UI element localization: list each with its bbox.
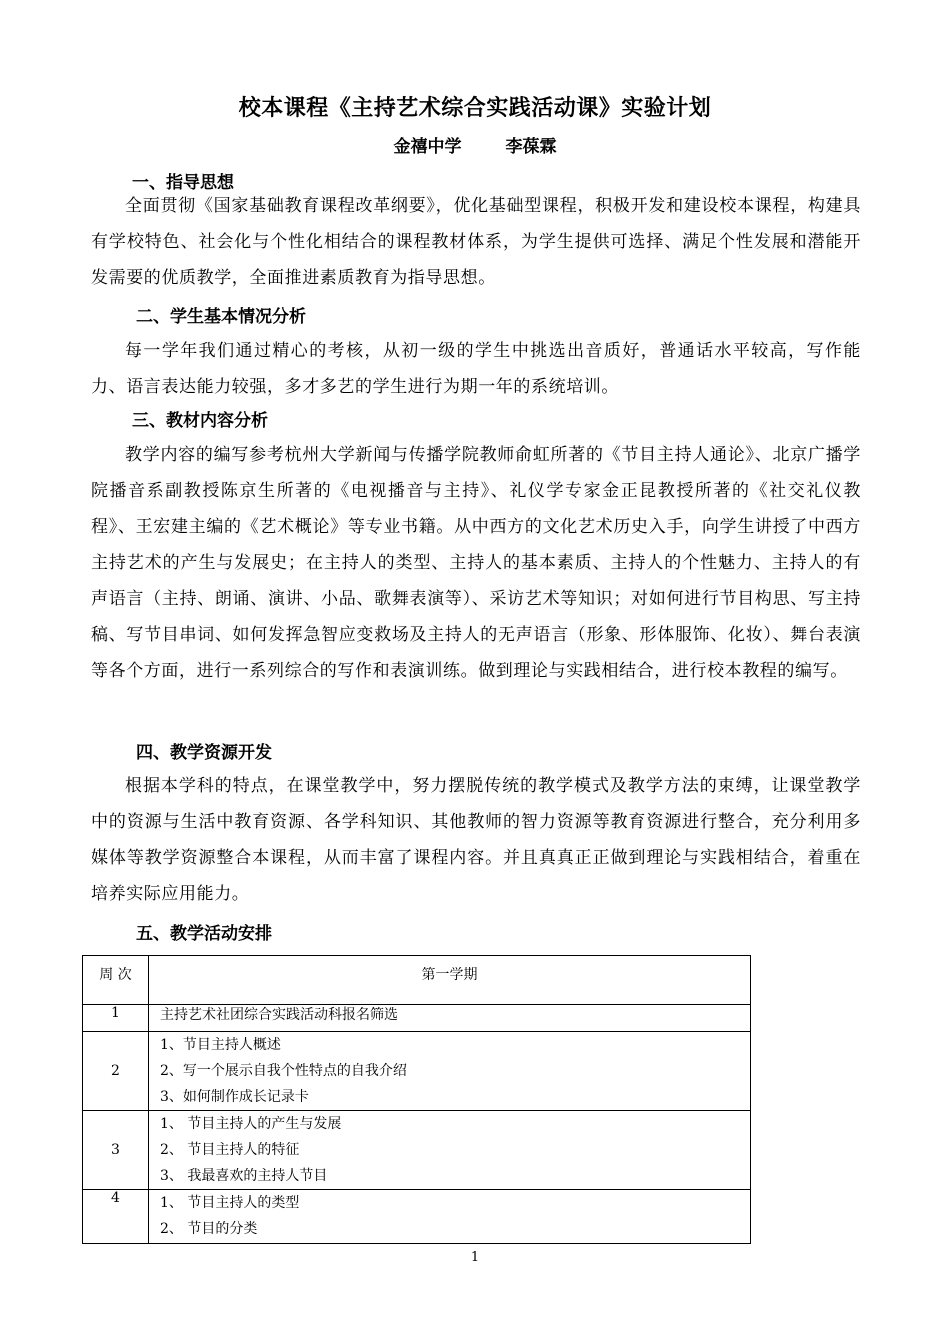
list-item: 2、 节目的分类 [160,1221,258,1237]
list-item: 3、如何制作成长记录卡 [160,1089,309,1105]
term-column-header: 第一学期 [149,956,751,1005]
week-content [149,1111,751,1190]
school-name: 金禧中学 [393,137,462,157]
list-item: 3、 我最喜欢的主持人节目 [160,1168,328,1184]
table-row [83,1032,751,1111]
week-number: 1 [83,1005,149,1032]
section-heading-2: 二、学生基本情况分析 [136,307,306,327]
list-item: 1、节目主持人概述 [160,1037,281,1053]
section-paragraph-2: 每一学年我们通过精心的考核，从初一级的学生中挑选出音质好，普通话水平较高，写作能力、语言表达能力较强，多才多艺的学生进行为期一年的系统培训。 [91,341,861,397]
schedule-table [82,955,751,1244]
table-row [83,1190,751,1244]
author-name: 李葆霖 [505,137,557,157]
section-heading-3: 三、教材内容分析 [132,411,268,431]
document-title: 校本课程《主持艺术综合实践活动课》实验计划 [238,96,712,121]
week-content [149,1190,751,1244]
week-number: 3 [83,1111,149,1190]
section-heading-4: 四、教学资源开发 [136,743,272,763]
list-item: 2、 节目主持人的特征 [160,1142,300,1158]
section-paragraph-1: 全面贯彻《国家基础教育课程改革纲要》，优化基础型课程，积极开发和建设校本课程，构建具有学校特色、社会化与个性化相结合的课程教材体系，为学生提供可选择、满足个性发展和潜能开发需要的优质教学，全面推进素质教育为指导思想。 [91,196,861,288]
list-item: 1、 节目主持人的类型 [160,1195,300,1211]
section-heading-5: 五、教学活动安排 [136,924,272,944]
week-content [149,1005,751,1032]
week-number: 2 [83,1032,149,1111]
list-item: 1、 节目主持人的产生与发展 [160,1116,342,1132]
author-line [0,134,950,160]
list-item: 主持艺术社团综合实践活动科报名筛选 [160,1007,398,1023]
week-number: 4 [83,1190,149,1244]
page-number: 1 [470,1250,480,1265]
section-paragraph-3: 教学内容的编写参考杭州大学新闻与传播学院教师俞虹所著的《节目主持人通论》、北京广播学院播音系副教授陈京生所著的《电视播音与主持》、礼仪学专家金正昆教授所著的《社交礼仪教程》、王宏建主编的《艺术概论》等专业书籍。从中西方的文化艺术历史入手，向学生讲授了中西方主持艺术的产生与发展史；在主持人的类型、主持人的基本素质、主持人的个性魅力、主持人的有声语言（主持、朗诵、演讲、小品、歌舞表演等）、采访艺术等知识；对如何进行节目构思、写主持稿、写节目串词、如何发挥急智应变救场及主持人的无声语言（形象、形体服饰、化妆）、舞台表演等各个方面，进行一系列综合的写作和表演训练。做到理论与实践相结合，进行校本教程的编写。 [91,445,861,681]
week-column-header: 周 次 [83,956,149,1005]
section-paragraph-4: 根据本学科的特点，在课堂教学中，努力摆脱传统的教学模式及教学方法的束缚，让课堂教学中的资源与生活中教育资源、各学科知识、其他教师的智力资源等教育资源进行整合，充分利用多媒体等教学资源整合本课程，从而丰富了课程内容。并且真真正正做到理论与实践相结合，着重在培养实际应用能力。 [91,776,861,904]
week-content [149,1032,751,1111]
list-item: 2、写一个展示自我个性特点的自我介绍 [160,1063,407,1079]
table-row [83,1111,751,1190]
table-header-row [83,956,751,1005]
section-heading-1: 一、指导思想 [132,173,234,193]
table-row [83,1005,751,1032]
